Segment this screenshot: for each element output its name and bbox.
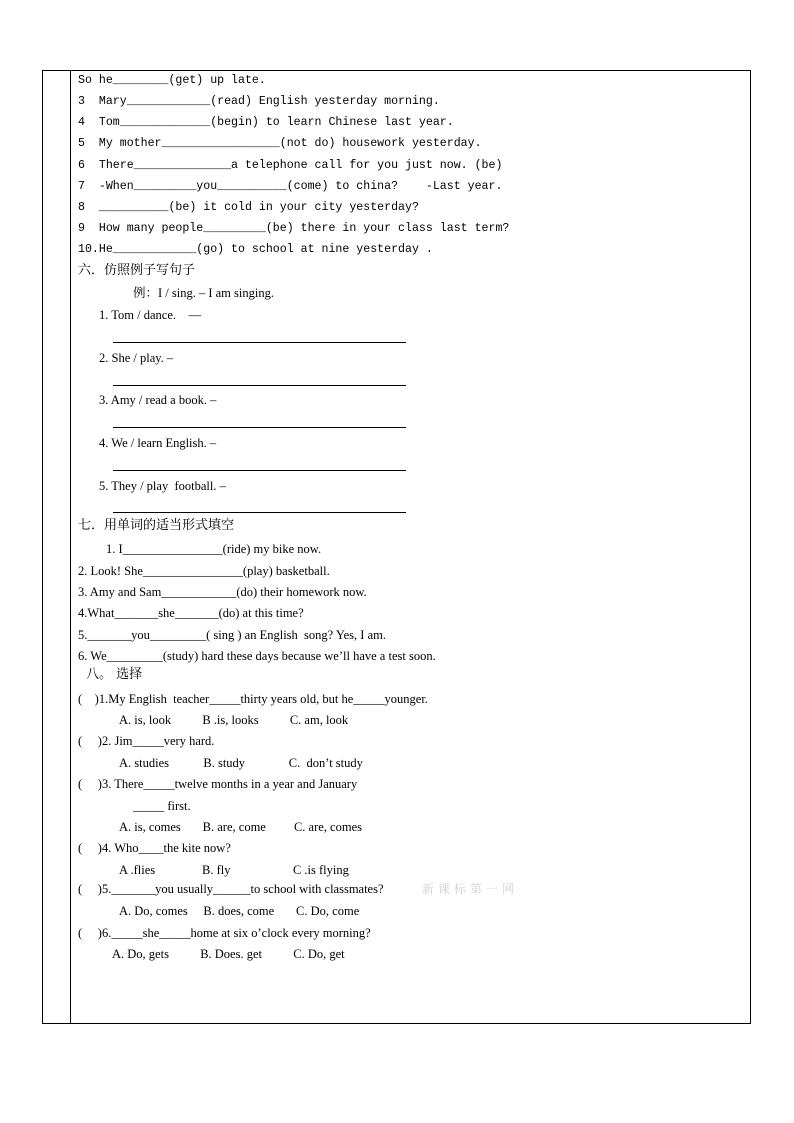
section-title-7: 七．用单词的适当形式填空 bbox=[78, 518, 235, 533]
part5-line: 7 -When_________you__________(come) to china? -Last year. bbox=[78, 180, 503, 193]
section-title-6: 六．仿照例子写句子 bbox=[78, 263, 196, 278]
section-title-8: 八。 选择 bbox=[86, 667, 143, 682]
exercise-item: 4. We / learn English. – bbox=[99, 436, 217, 450]
exercise-item: 3. Amy and Sam____________(do) their homework now. bbox=[78, 585, 367, 599]
answer-blank[interactable] bbox=[113, 470, 406, 471]
question-line: ( )5._______you usually______to school with classmates? bbox=[78, 882, 384, 896]
question-line: ( )2. Jim_____very hard. bbox=[78, 734, 215, 748]
answer-blank[interactable] bbox=[113, 385, 406, 386]
part5-line: 8 __________(be) it cold in your city yesterday? bbox=[78, 201, 419, 214]
question-line: ( )6._____she_____home at six o’clock every morning? bbox=[78, 926, 371, 940]
exercise-item: 5. They / play football. – bbox=[99, 479, 226, 493]
options-line: A. studies B. study C. don’t study bbox=[119, 756, 363, 770]
column-divider bbox=[70, 70, 71, 1024]
question-line: ( )4. Who____the kite now? bbox=[78, 841, 231, 855]
options-line: A. Do, gets B. Does. get C. Do, get bbox=[112, 947, 345, 961]
exercise-item: 1. I________________(ride) my bike now. bbox=[106, 542, 322, 556]
answer-blank[interactable] bbox=[113, 342, 406, 343]
exercise-item: 4.What_______she_______(do) at this time? bbox=[78, 606, 304, 620]
exercise-item: 2. She / play. – bbox=[99, 351, 174, 365]
part5-line: 5 My mother_________________(not do) housework yesterday. bbox=[78, 137, 482, 150]
question-line: ( )1.My English teacher_____thirty years old, but he_____younger. bbox=[78, 692, 428, 706]
part5-line: 9 How many people_________(be) there in your class last term? bbox=[78, 222, 510, 235]
options-line: A .flies B. fly C .is flying bbox=[119, 863, 349, 877]
watermark-text: 新课标第一网 bbox=[422, 882, 519, 896]
question-line: _____ first. bbox=[133, 799, 191, 813]
options-line: A. is, comes B. are, come C. are, comes bbox=[119, 820, 362, 834]
part5-line: 3 Mary____________(read) English yesterday morning. bbox=[78, 95, 440, 108]
answer-blank[interactable] bbox=[113, 512, 406, 513]
exercise-item: 2. Look! She________________(play) basketball. bbox=[78, 564, 330, 578]
answer-blank[interactable] bbox=[113, 427, 406, 428]
part5-line: 6 There______________a telephone call for you just now. (be) bbox=[78, 159, 503, 172]
part5-line: So he________(get) up late. bbox=[78, 74, 266, 87]
question-line: ( )3. There_____twelve months in a year and January bbox=[78, 777, 358, 791]
exercise-item: 6. We_________(study) hard these days because we’ll have a test soon. bbox=[78, 649, 436, 663]
exercise-item: 3. Amy / read a book. – bbox=[99, 393, 217, 407]
part5-line: 10.He____________(go) to school at nine yesterday . bbox=[78, 243, 433, 256]
exercise-item: 5._______you_________( sing ) an English song? Yes, I am. bbox=[78, 628, 386, 642]
part5-line: 4 Tom_____________(begin) to learn Chinese last year. bbox=[78, 116, 454, 129]
exercise-item: 1. Tom / dance. — bbox=[99, 308, 202, 322]
options-line: A. is, look B .is, looks C. am, look bbox=[119, 713, 349, 727]
example-sentence: 例：I / sing. – I am singing. bbox=[133, 286, 274, 300]
options-line: A. Do, comes B. does, come C. Do, come bbox=[119, 904, 360, 918]
